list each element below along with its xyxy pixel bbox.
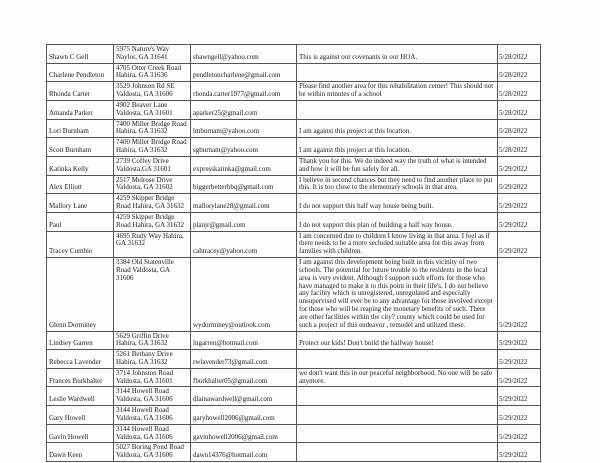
table-row [47, 82, 541, 101]
table-row [47, 424, 541, 443]
address-cell: 7400 Miller Bridge Road Hahira, GA 31632 [114, 138, 191, 157]
table-body [47, 45, 541, 462]
table-row [47, 100, 541, 119]
email-cell: dlainawardwell@gmail.com [191, 387, 297, 406]
name-cell: Rebecca Lavender [47, 350, 114, 369]
comment-cell [297, 63, 498, 82]
comment-cell: This is against our covenants in our HOA. [297, 45, 498, 64]
comment-cell: I believe in second chances but they need to find another place to put this. It is too close to the elementary schools in that area. [297, 175, 498, 194]
date-cell: 5/29/2022 [498, 350, 541, 369]
email-cell: wydorminey@outlook.com [191, 258, 297, 331]
email-cell: shawngell@yahoo.com [191, 45, 297, 64]
name-cell: Frances Burkhalter [47, 368, 114, 387]
name-cell: Glenn Dorminey [47, 258, 114, 331]
name-cell: Gavin Howell [47, 424, 114, 443]
table-row [47, 194, 541, 213]
name-cell: Katinka Kelly [47, 156, 114, 175]
address-cell: 4695 Rudy Way Hahira, GA 31632 [114, 231, 191, 257]
address-cell: 4902 Beaver Lane Valdosta, GA 31601 [114, 100, 191, 119]
date-cell: 5/28/2022 [498, 119, 541, 138]
email-cell: lmburnam@yahoo.com [191, 119, 297, 138]
date-cell: 5/29/2022 [498, 175, 541, 194]
email-cell: biggerbetterbbq@gmail.com [191, 175, 297, 194]
comment-cell [297, 424, 498, 443]
name-cell: Lori Burnham [47, 119, 114, 138]
date-cell: 5/28/2022 [498, 138, 541, 157]
comment-cell [297, 387, 498, 406]
name-cell: Rhonda Carter [47, 82, 114, 101]
table-row [47, 258, 541, 331]
address-cell: 3529 Johnson Rd SE Valdosta, GA 31606 [114, 82, 191, 101]
email-cell: planjr@gmail.com [191, 212, 297, 231]
email-cell: sgburnam@yahoo.com [191, 138, 297, 157]
name-cell: Amanda Parker [47, 100, 114, 119]
comment-cell: I am concerned due to children I know living in that area. I feel as if there needs to be a more secluded suitable area for this away from families with children. [297, 231, 498, 257]
date-cell: 5/29/2022 [498, 424, 541, 443]
address-cell: 3144 Howell Road Valdosta, GA 31606 [114, 387, 191, 406]
date-cell: 5/28/2022 [498, 100, 541, 119]
name-cell: Scott Burnham [47, 138, 114, 157]
comment-cell [297, 350, 498, 369]
email-cell: mallorylane28@gmail.com [191, 194, 297, 213]
date-cell: 5/29/2022 [498, 406, 541, 425]
comment-cell: I do not support this half way house being built. [297, 194, 498, 213]
table-row [47, 156, 541, 175]
comment-cell [297, 406, 498, 425]
date-cell: 5/28/2022 [498, 45, 541, 64]
address-cell: 4705 Otter Creek Road Hahira, GA 31636 [114, 63, 191, 82]
date-cell: 5/29/2022 [498, 231, 541, 257]
name-cell: Charlene Pendleton [47, 63, 114, 82]
date-cell: 5/28/2022 [498, 63, 541, 82]
table-row [47, 175, 541, 194]
date-cell: 5/28/2022 [498, 82, 541, 101]
name-cell: Gary Howell [47, 406, 114, 425]
date-cell: 5/29/2022 [498, 368, 541, 387]
name-cell: Shawn C Gell [47, 45, 114, 64]
public-comments-table [46, 44, 541, 462]
address-cell: 3714 Johnston Road Valdosta, GA 31601 [114, 368, 191, 387]
comment-cell [297, 100, 498, 119]
comment-cell: we don't want this in our peaceful neighborhood. No one will be safe anymore. [297, 368, 498, 387]
date-cell: 5/29/2022 [498, 258, 541, 331]
date-cell: 5/29/2022 [498, 331, 541, 350]
address-cell: 4259 Skipper Bridge Road Hahira, GA 31632 [114, 212, 191, 231]
name-cell: Lindsey Garren [47, 331, 114, 350]
email-cell: pendletoncharlene@gmail.com [191, 63, 297, 82]
address-cell: 2517 Melrose Drive Valdosta, GA 31602 [114, 175, 191, 194]
address-cell: 5027 Boring Pond Road Valdosta, GA 31606 [114, 443, 191, 462]
comment-cell: I am against this project at this location. [297, 119, 498, 138]
address-cell: 3144 Howell Road Valdosta, GA 31606 [114, 424, 191, 443]
email-cell: cahtracey@yahoo.com [191, 231, 297, 257]
table-row [47, 406, 541, 425]
comment-cell: Please find another area for this rehabilitation center! This should not be within minutes of a school [297, 82, 498, 101]
name-cell: Mallory Lane [47, 194, 114, 213]
address-cell: 7400 Miller Bridge Road Hahira, GA 31632 [114, 119, 191, 138]
email-cell: garyhowell2006@gmail.com [191, 406, 297, 425]
comment-cell: I do not support this plan of building a half way house. [297, 212, 498, 231]
email-cell: rwlavender73@gmail.com [191, 350, 297, 369]
table-row [47, 350, 541, 369]
name-cell: Tracey Cumbie [47, 231, 114, 257]
table-row [47, 443, 541, 462]
email-cell: fburkhalter05@gmail.com [191, 368, 297, 387]
address-cell: 5975 Nature's Way Naylor, GA 31641 [114, 45, 191, 64]
address-cell: 5629 Griffin Drive Hahira, GA 31632 [114, 331, 191, 350]
email-cell: rhonda.carter1977@gmail.com [191, 82, 297, 101]
name-cell: Paul [47, 212, 114, 231]
address-cell: 3384 Old Statenville Road Valdosta, GA 31606 [114, 258, 191, 331]
table-row [47, 138, 541, 157]
email-cell: expresskatinka@gmail.com [191, 156, 297, 175]
name-cell: Leslie Wardwell [47, 387, 114, 406]
date-cell: 5/29/2022 [498, 387, 541, 406]
address-cell: 5261 Bethany Drive Hahira, GA 31632 [114, 350, 191, 369]
email-cell: lngarren@hotmail.com [191, 331, 297, 350]
email-cell: gavinhowell2006@gmail.com [191, 424, 297, 443]
table-row [47, 45, 541, 64]
address-cell: 4259 Skipper Bridge Road Hahira, GA 31632 [114, 194, 191, 213]
name-cell: Dawn Keen [47, 443, 114, 462]
address-cell: 3144 Howell Road Valdosta, GA 31606 [114, 406, 191, 425]
table-row [47, 63, 541, 82]
address-cell: 2739 Coffey Drive Valdosta,GA 31601 [114, 156, 191, 175]
date-cell: 5/29/2022 [498, 194, 541, 213]
comment-cell: I am against this project at this location. [297, 138, 498, 157]
table-row [47, 368, 541, 387]
email-cell: aparker25@gmail.com [191, 100, 297, 119]
comment-cell [297, 443, 498, 462]
comment-cell: Thank you for this. We do indeed way the truth of what is intended and how it will be fun safely for all. [297, 156, 498, 175]
table-row [47, 331, 541, 350]
table-row [47, 231, 541, 257]
table-row [47, 212, 541, 231]
email-cell: dawn14376@hotmail.com [191, 443, 297, 462]
date-cell: 5/29/2022 [498, 212, 541, 231]
table-row [47, 119, 541, 138]
comment-cell: I am against this development being built in this vicinity of two schools. The potential for future trouble to the residents in the local area is very evident. Although I support such efforts for those who have managed to make it to this point in their life's, I do not believe any facility which is unregistered, unregulated and especially unsupervised will ever be to any advantage for those involved except for those who will be reaping the monetary benefits of such. There are other facilities within the city? county which could be used for such a project of this endeavor , remodel and utilized these. [297, 258, 498, 331]
table-row [47, 387, 541, 406]
name-cell: Alex Elliott [47, 175, 114, 194]
date-cell: 5/29/2022 [498, 443, 541, 462]
comment-cell: Protect our kids! Don't build the halfway house! [297, 331, 498, 350]
date-cell: 5/29/2022 [498, 156, 541, 175]
